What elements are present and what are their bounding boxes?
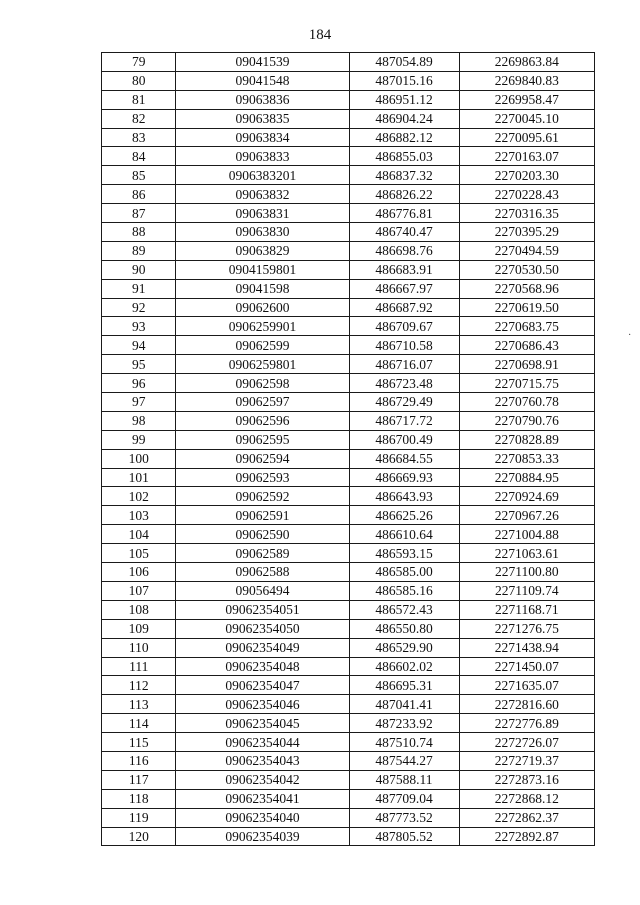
y-coordinate-cell: 2272862.37 — [459, 808, 594, 827]
table-row — [102, 563, 595, 582]
point-id-cell: 09063829 — [176, 241, 349, 260]
row-number-cell: 115 — [102, 733, 176, 752]
y-coordinate-cell: 2272892.87 — [459, 827, 594, 846]
x-coordinate-cell: 487041.41 — [349, 695, 459, 714]
table-row — [102, 279, 595, 298]
row-number-cell: 100 — [102, 449, 176, 468]
point-id-cell: 09062354045 — [176, 714, 349, 733]
table-row — [102, 411, 595, 430]
x-coordinate-cell: 486709.67 — [349, 317, 459, 336]
table-row — [102, 770, 595, 789]
y-coordinate-cell: 2270884.95 — [459, 468, 594, 487]
x-coordinate-cell: 486729.49 — [349, 393, 459, 412]
row-number-cell: 120 — [102, 827, 176, 846]
x-coordinate-cell: 486698.76 — [349, 241, 459, 260]
row-number-cell: 114 — [102, 714, 176, 733]
point-id-cell: 09062354050 — [176, 619, 349, 638]
x-coordinate-cell: 486684.55 — [349, 449, 459, 468]
x-coordinate-cell: 486904.24 — [349, 109, 459, 128]
x-coordinate-cell: 486550.80 — [349, 619, 459, 638]
x-coordinate-cell: 486572.43 — [349, 600, 459, 619]
point-id-cell: 09062594 — [176, 449, 349, 468]
y-coordinate-cell: 2270760.78 — [459, 393, 594, 412]
y-coordinate-cell: 2271450.07 — [459, 657, 594, 676]
x-coordinate-cell: 486602.02 — [349, 657, 459, 676]
row-number-cell: 97 — [102, 393, 176, 412]
y-coordinate-cell: 2271004.88 — [459, 525, 594, 544]
x-coordinate-cell: 486837.32 — [349, 166, 459, 185]
row-number-cell: 107 — [102, 581, 176, 600]
row-number-cell: 119 — [102, 808, 176, 827]
row-number-cell: 89 — [102, 241, 176, 260]
y-coordinate-cell: 2272726.07 — [459, 733, 594, 752]
stray-mark: · — [628, 330, 632, 341]
table-row — [102, 430, 595, 449]
point-id-cell: 09062590 — [176, 525, 349, 544]
table-row — [102, 581, 595, 600]
point-id-cell: 09063833 — [176, 147, 349, 166]
x-coordinate-cell: 486951.12 — [349, 90, 459, 109]
y-coordinate-cell: 2270095.61 — [459, 128, 594, 147]
row-number-cell: 101 — [102, 468, 176, 487]
table-row — [102, 751, 595, 770]
table-row — [102, 374, 595, 393]
y-coordinate-cell: 2270683.75 — [459, 317, 594, 336]
point-id-cell: 0906383201 — [176, 166, 349, 185]
table-row — [102, 600, 595, 619]
table-row — [102, 544, 595, 563]
table-row — [102, 695, 595, 714]
table-row — [102, 71, 595, 90]
x-coordinate-cell: 486683.91 — [349, 260, 459, 279]
y-coordinate-cell: 2272776.89 — [459, 714, 594, 733]
x-coordinate-cell: 486610.64 — [349, 525, 459, 544]
table-row — [102, 241, 595, 260]
x-coordinate-cell: 486667.97 — [349, 279, 459, 298]
point-id-cell: 0906259801 — [176, 355, 349, 374]
table-row — [102, 449, 595, 468]
x-coordinate-cell: 486855.03 — [349, 147, 459, 166]
table-row — [102, 223, 595, 242]
point-id-cell: 09062354046 — [176, 695, 349, 714]
row-number-cell: 90 — [102, 260, 176, 279]
table-row — [102, 487, 595, 506]
y-coordinate-cell: 2272816.60 — [459, 695, 594, 714]
table-row — [102, 676, 595, 695]
point-id-cell: 09062354041 — [176, 789, 349, 808]
y-coordinate-cell: 2271100.80 — [459, 563, 594, 582]
x-coordinate-cell: 487544.27 — [349, 751, 459, 770]
point-id-cell: 09041539 — [176, 53, 349, 72]
point-id-cell: 09041548 — [176, 71, 349, 90]
y-coordinate-cell: 2271635.07 — [459, 676, 594, 695]
row-number-cell: 103 — [102, 506, 176, 525]
row-number-cell: 96 — [102, 374, 176, 393]
x-coordinate-cell: 486700.49 — [349, 430, 459, 449]
table-row — [102, 204, 595, 223]
y-coordinate-cell: 2270395.29 — [459, 223, 594, 242]
table-row — [102, 808, 595, 827]
x-coordinate-cell: 486585.16 — [349, 581, 459, 600]
row-number-cell: 86 — [102, 185, 176, 204]
y-coordinate-cell: 2269840.83 — [459, 71, 594, 90]
table-row — [102, 90, 595, 109]
row-number-cell: 102 — [102, 487, 176, 506]
row-number-cell: 94 — [102, 336, 176, 355]
row-number-cell: 105 — [102, 544, 176, 563]
table-row — [102, 336, 595, 355]
row-number-cell: 92 — [102, 298, 176, 317]
row-number-cell: 109 — [102, 619, 176, 638]
y-coordinate-cell: 2270686.43 — [459, 336, 594, 355]
row-number-cell: 99 — [102, 430, 176, 449]
point-id-cell: 09062598 — [176, 374, 349, 393]
x-coordinate-cell: 486723.48 — [349, 374, 459, 393]
point-id-cell: 0906259901 — [176, 317, 349, 336]
row-number-cell: 112 — [102, 676, 176, 695]
table-row — [102, 260, 595, 279]
point-id-cell: 09062354049 — [176, 638, 349, 657]
x-coordinate-cell: 486710.58 — [349, 336, 459, 355]
point-id-cell: 09062354043 — [176, 751, 349, 770]
point-id-cell: 09062596 — [176, 411, 349, 430]
x-coordinate-cell: 486669.93 — [349, 468, 459, 487]
row-number-cell: 116 — [102, 751, 176, 770]
y-coordinate-cell: 2270530.50 — [459, 260, 594, 279]
x-coordinate-cell: 486643.93 — [349, 487, 459, 506]
x-coordinate-cell: 486882.12 — [349, 128, 459, 147]
row-number-cell: 87 — [102, 204, 176, 223]
y-coordinate-cell: 2270619.50 — [459, 298, 594, 317]
point-id-cell: 09062600 — [176, 298, 349, 317]
table-row — [102, 506, 595, 525]
row-number-cell: 113 — [102, 695, 176, 714]
point-id-cell: 09062591 — [176, 506, 349, 525]
y-coordinate-cell: 2269863.84 — [459, 53, 594, 72]
y-coordinate-cell: 2270203.30 — [459, 166, 594, 185]
y-coordinate-cell: 2270316.35 — [459, 204, 594, 223]
x-coordinate-cell: 486716.07 — [349, 355, 459, 374]
row-number-cell: 84 — [102, 147, 176, 166]
y-coordinate-cell: 2270568.96 — [459, 279, 594, 298]
row-number-cell: 98 — [102, 411, 176, 430]
table-row — [102, 166, 595, 185]
x-coordinate-cell: 486593.15 — [349, 544, 459, 563]
point-id-cell: 09063836 — [176, 90, 349, 109]
table-row — [102, 298, 595, 317]
point-id-cell: 09063830 — [176, 223, 349, 242]
row-number-cell: 111 — [102, 657, 176, 676]
row-number-cell: 81 — [102, 90, 176, 109]
y-coordinate-cell: 2271438.94 — [459, 638, 594, 657]
row-number-cell: 88 — [102, 223, 176, 242]
x-coordinate-cell: 486826.22 — [349, 185, 459, 204]
point-id-cell: 09063831 — [176, 204, 349, 223]
table-row — [102, 789, 595, 808]
table-row — [102, 827, 595, 846]
table-row — [102, 619, 595, 638]
y-coordinate-cell: 2270494.59 — [459, 241, 594, 260]
table-row — [102, 53, 595, 72]
y-coordinate-cell: 2272873.16 — [459, 770, 594, 789]
row-number-cell: 79 — [102, 53, 176, 72]
point-id-cell: 0904159801 — [176, 260, 349, 279]
y-coordinate-cell: 2270790.76 — [459, 411, 594, 430]
point-id-cell: 09062354040 — [176, 808, 349, 827]
y-coordinate-cell: 2270163.07 — [459, 147, 594, 166]
point-id-cell: 09062589 — [176, 544, 349, 563]
x-coordinate-cell: 486695.31 — [349, 676, 459, 695]
row-number-cell: 91 — [102, 279, 176, 298]
table-row — [102, 109, 595, 128]
x-coordinate-cell: 486740.47 — [349, 223, 459, 242]
row-number-cell: 82 — [102, 109, 176, 128]
coordinate-table-body — [102, 53, 595, 846]
x-coordinate-cell: 486717.72 — [349, 411, 459, 430]
x-coordinate-cell: 487510.74 — [349, 733, 459, 752]
y-coordinate-cell: 2271168.71 — [459, 600, 594, 619]
table-row — [102, 128, 595, 147]
y-coordinate-cell: 2270967.26 — [459, 506, 594, 525]
page-number: 184 — [308, 27, 332, 43]
table-row — [102, 525, 595, 544]
point-id-cell: 09062354044 — [176, 733, 349, 752]
x-coordinate-cell: 486585.00 — [349, 563, 459, 582]
row-number-cell: 106 — [102, 563, 176, 582]
table-row — [102, 657, 595, 676]
table-row — [102, 185, 595, 204]
y-coordinate-cell: 2271063.61 — [459, 544, 594, 563]
row-number-cell: 110 — [102, 638, 176, 657]
x-coordinate-cell: 487709.04 — [349, 789, 459, 808]
y-coordinate-cell: 2272719.37 — [459, 751, 594, 770]
point-id-cell: 09062592 — [176, 487, 349, 506]
x-coordinate-cell: 487233.92 — [349, 714, 459, 733]
table-row — [102, 393, 595, 412]
point-id-cell: 09062354042 — [176, 770, 349, 789]
row-number-cell: 85 — [102, 166, 176, 185]
point-id-cell: 09062354048 — [176, 657, 349, 676]
y-coordinate-cell: 2269958.47 — [459, 90, 594, 109]
x-coordinate-cell: 487054.89 — [349, 53, 459, 72]
table-row — [102, 714, 595, 733]
y-coordinate-cell: 2270828.89 — [459, 430, 594, 449]
row-number-cell: 93 — [102, 317, 176, 336]
y-coordinate-cell: 2270715.75 — [459, 374, 594, 393]
point-id-cell: 09062597 — [176, 393, 349, 412]
point-id-cell: 09063835 — [176, 109, 349, 128]
y-coordinate-cell: 2270924.69 — [459, 487, 594, 506]
y-coordinate-cell: 2270228.43 — [459, 185, 594, 204]
point-id-cell: 09062599 — [176, 336, 349, 355]
x-coordinate-cell: 487805.52 — [349, 827, 459, 846]
table-row — [102, 468, 595, 487]
x-coordinate-cell: 486625.26 — [349, 506, 459, 525]
x-coordinate-cell: 487773.52 — [349, 808, 459, 827]
point-id-cell: 09056494 — [176, 581, 349, 600]
row-number-cell: 80 — [102, 71, 176, 90]
x-coordinate-cell: 486776.81 — [349, 204, 459, 223]
x-coordinate-cell: 487588.11 — [349, 770, 459, 789]
x-coordinate-cell: 486529.90 — [349, 638, 459, 657]
y-coordinate-cell: 2270045.10 — [459, 109, 594, 128]
y-coordinate-cell: 2271109.74 — [459, 581, 594, 600]
table-row — [102, 147, 595, 166]
x-coordinate-cell: 486687.92 — [349, 298, 459, 317]
point-id-cell: 09063834 — [176, 128, 349, 147]
y-coordinate-cell: 2271276.75 — [459, 619, 594, 638]
y-coordinate-cell: 2272868.12 — [459, 789, 594, 808]
point-id-cell: 09062595 — [176, 430, 349, 449]
coordinate-table — [101, 52, 595, 846]
point-id-cell: 09062354051 — [176, 600, 349, 619]
row-number-cell: 95 — [102, 355, 176, 374]
table-row — [102, 638, 595, 657]
row-number-cell: 108 — [102, 600, 176, 619]
row-number-cell: 104 — [102, 525, 176, 544]
table-row — [102, 317, 595, 336]
x-coordinate-cell: 487015.16 — [349, 71, 459, 90]
row-number-cell: 117 — [102, 770, 176, 789]
point-id-cell: 09062354047 — [176, 676, 349, 695]
point-id-cell: 09063832 — [176, 185, 349, 204]
row-number-cell: 118 — [102, 789, 176, 808]
y-coordinate-cell: 2270853.33 — [459, 449, 594, 468]
point-id-cell: 09041598 — [176, 279, 349, 298]
point-id-cell: 09062354039 — [176, 827, 349, 846]
table-row — [102, 355, 595, 374]
point-id-cell: 09062588 — [176, 563, 349, 582]
point-id-cell: 09062593 — [176, 468, 349, 487]
row-number-cell: 83 — [102, 128, 176, 147]
y-coordinate-cell: 2270698.91 — [459, 355, 594, 374]
table-row — [102, 733, 595, 752]
